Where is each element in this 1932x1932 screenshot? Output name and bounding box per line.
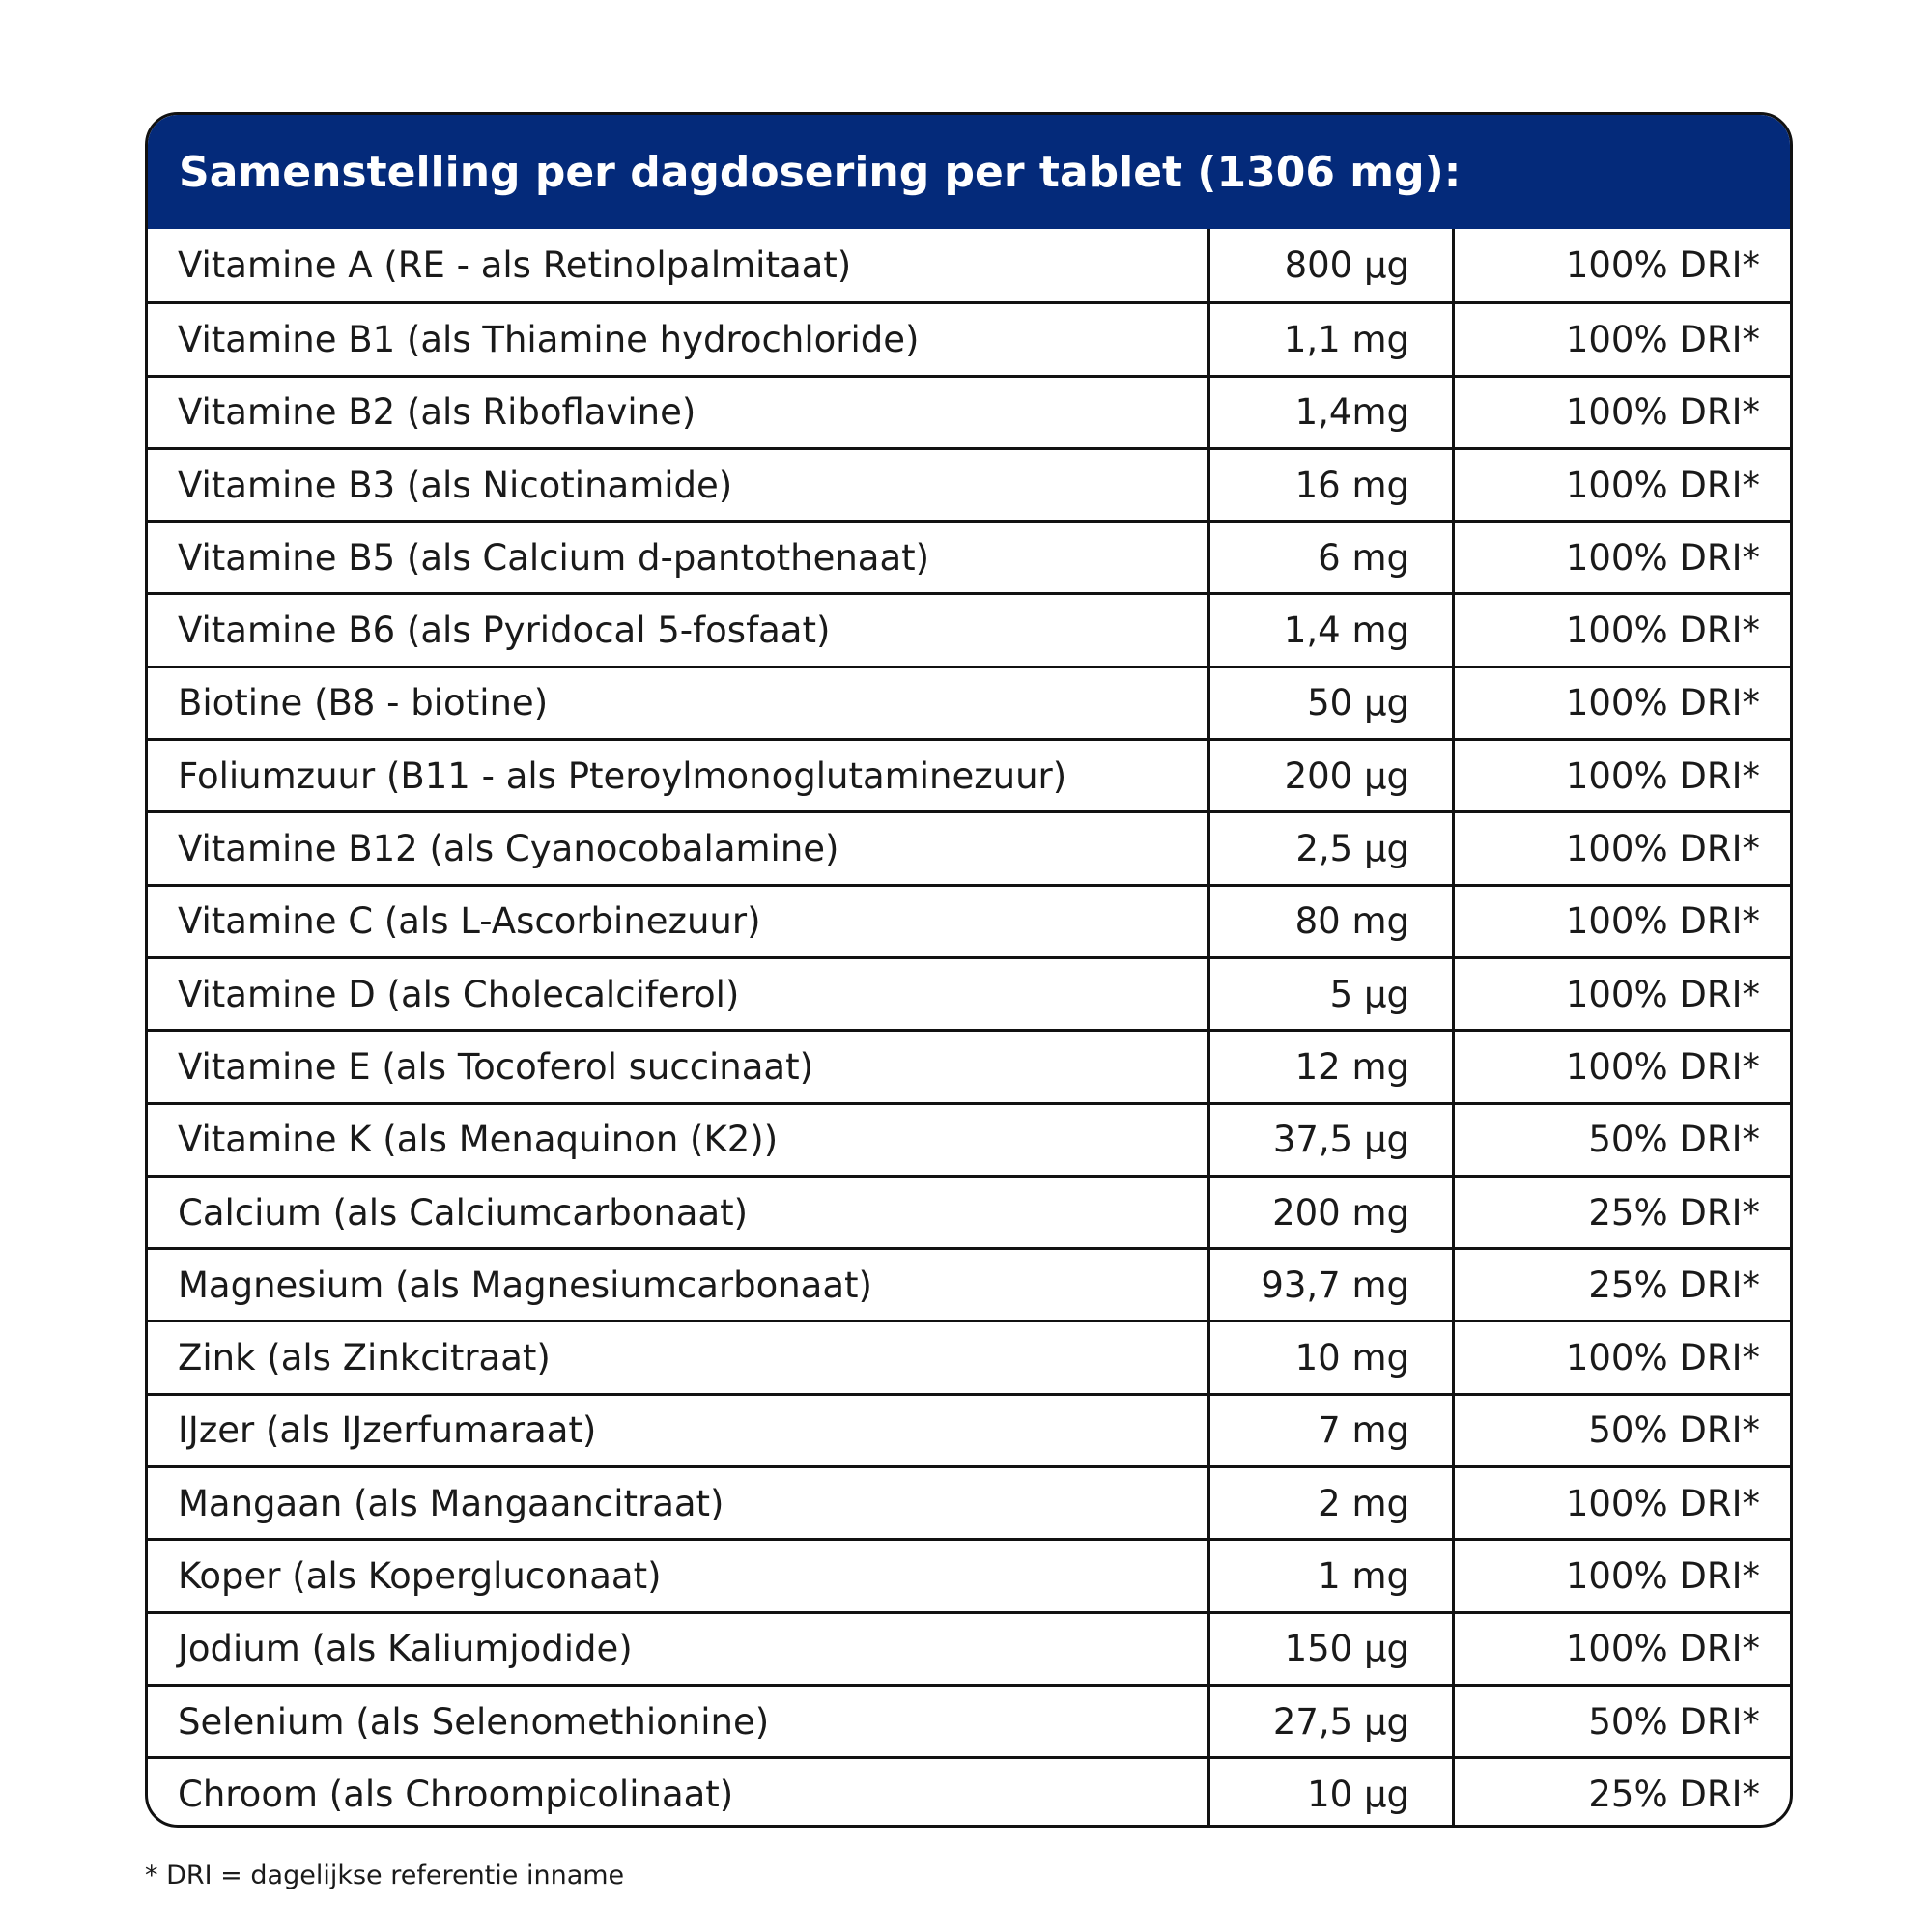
nutrient-name: Jodium (als Kaliumjodide): [148, 1614, 1210, 1684]
table-row: [148, 1175, 1790, 1247]
nutrient-name: Vitamine C (als L-Ascorbinezuur): [148, 887, 1210, 956]
table-row: [148, 447, 1790, 520]
nutrient-name: Koper (als Kopergluconaat): [148, 1541, 1210, 1610]
table-row: [148, 1756, 1790, 1828]
nutrient-amount: 1 mg: [1210, 1541, 1455, 1610]
nutrient-dri: 100% DRI*: [1565, 682, 1760, 724]
composition-table: [145, 112, 1793, 1828]
nutrient-amount: 800 µg: [1210, 229, 1455, 301]
nutrient-dri: 100% DRI*: [1565, 1337, 1760, 1379]
nutrient-amount: 10 µg: [1210, 1759, 1455, 1828]
nutrient-dri: 100% DRI*: [1565, 900, 1760, 943]
nutrient-amount: 6 mg: [1210, 523, 1455, 592]
nutrient-name: Vitamine K (als Menaquinon (K2)): [148, 1105, 1210, 1175]
table-row: [148, 1320, 1790, 1392]
table-header: [148, 115, 1790, 229]
table-row: [148, 375, 1790, 447]
nutrient-amount: 80 mg: [1210, 887, 1455, 956]
nutrient-name: Mangaan (als Mangaancitraat): [148, 1468, 1210, 1538]
nutrient-name: IJzer (als IJzerfumaraat): [148, 1396, 1210, 1465]
table-title: Samenstelling per dagdosering per tablet (1306 mg):: [179, 147, 1462, 197]
nutrient-dri: 100% DRI*: [1565, 391, 1760, 434]
nutrient-amount: 150 µg: [1210, 1614, 1455, 1684]
table-row: [148, 1611, 1790, 1684]
table-row: [148, 1538, 1790, 1610]
nutrient-name: Vitamine B5 (als Calcium d-pantothenaat): [148, 523, 1210, 592]
nutrient-name: Vitamine B6 (als Pyridocal 5-fosfaat): [148, 595, 1210, 665]
nutrient-amount: 2,5 µg: [1210, 813, 1455, 883]
table-row: [148, 666, 1790, 738]
nutrient-amount: 37,5 µg: [1210, 1105, 1455, 1175]
nutrient-amount: 200 mg: [1210, 1178, 1455, 1247]
table-row: [148, 520, 1790, 592]
nutrient-dri: 100% DRI*: [1565, 1045, 1760, 1088]
table-row: [148, 956, 1790, 1029]
nutrient-dri: 100% DRI*: [1565, 1554, 1760, 1597]
nutrient-dri: 50% DRI*: [1588, 1700, 1760, 1743]
nutrient-name: Calcium (als Calciumcarbonaat): [148, 1178, 1210, 1247]
nutrient-dri: 100% DRI*: [1565, 610, 1760, 652]
nutrient-dri: 100% DRI*: [1565, 244, 1760, 287]
footnote: * DRI = dagelijkse referentie inname: [145, 1861, 625, 1890]
table-row: [148, 301, 1790, 374]
nutrient-name: Zink (als Zinkcitraat): [148, 1322, 1210, 1392]
nutrient-amount: 12 mg: [1210, 1032, 1455, 1101]
table-row: [148, 1684, 1790, 1756]
table-row: [148, 1465, 1790, 1538]
nutrient-name: Chroom (als Chroompicolinaat): [148, 1759, 1210, 1828]
nutrient-amount: 93,7 mg: [1210, 1250, 1455, 1320]
table-body: [148, 229, 1790, 1828]
table-row: [148, 1393, 1790, 1465]
nutrient-name: Magnesium (als Magnesiumcarbonaat): [148, 1250, 1210, 1320]
nutrient-amount: 27,5 µg: [1210, 1687, 1455, 1756]
nutrient-amount: 1,4mg: [1210, 378, 1455, 447]
table-row: [148, 810, 1790, 883]
nutrient-dri: 100% DRI*: [1565, 1628, 1760, 1670]
nutrient-dri: 100% DRI*: [1565, 318, 1760, 360]
nutrient-name: Vitamine B2 (als Riboflavine): [148, 378, 1210, 447]
nutrient-dri: 50% DRI*: [1588, 1119, 1760, 1161]
nutrient-dri: 100% DRI*: [1565, 536, 1760, 579]
nutrient-amount: 200 µg: [1210, 741, 1455, 810]
table-row: [148, 1102, 1790, 1175]
nutrient-name: Foliumzuur (B11 - als Pteroylmonoglutaminezuur): [148, 741, 1210, 810]
nutrient-name: Vitamine E (als Tocoferol succinaat): [148, 1032, 1210, 1101]
nutrient-dri: 25% DRI*: [1588, 1264, 1760, 1306]
nutrient-name: Biotine (B8 - biotine): [148, 668, 1210, 738]
nutrient-name: Vitamine A (RE - als Retinolpalmitaat): [148, 229, 1210, 301]
nutrient-dri: 100% DRI*: [1565, 1482, 1760, 1524]
table-row: [148, 229, 1790, 301]
nutrient-dri: 25% DRI*: [1588, 1191, 1760, 1234]
table-row: [148, 738, 1790, 810]
nutrient-name: Vitamine B1 (als Thiamine hydrochloride): [148, 304, 1210, 374]
nutrient-name: Vitamine B3 (als Nicotinamide): [148, 450, 1210, 520]
nutrient-dri: 100% DRI*: [1565, 828, 1760, 870]
table-row: [148, 1247, 1790, 1320]
nutrient-amount: 2 mg: [1210, 1468, 1455, 1538]
nutrient-amount: 50 µg: [1210, 668, 1455, 738]
nutrient-dri: 100% DRI*: [1565, 973, 1760, 1015]
nutrient-amount: 5 µg: [1210, 959, 1455, 1029]
table-row: [148, 592, 1790, 665]
nutrient-amount: 1,4 mg: [1210, 595, 1455, 665]
nutrient-dri: 100% DRI*: [1565, 464, 1760, 506]
nutrient-amount: 1,1 mg: [1210, 304, 1455, 374]
table-row: [148, 1029, 1790, 1101]
nutrient-amount: 10 mg: [1210, 1322, 1455, 1392]
nutrient-name: Vitamine B12 (als Cyanocobalamine): [148, 813, 1210, 883]
nutrient-amount: 7 mg: [1210, 1396, 1455, 1465]
nutrient-dri: 25% DRI*: [1588, 1773, 1760, 1815]
table-row: [148, 884, 1790, 956]
nutrient-amount: 16 mg: [1210, 450, 1455, 520]
nutrient-dri: 50% DRI*: [1588, 1409, 1760, 1452]
nutrient-name: Selenium (als Selenomethionine): [148, 1687, 1210, 1756]
nutrient-name: Vitamine D (als Cholecalciferol): [148, 959, 1210, 1029]
nutrient-dri: 100% DRI*: [1565, 754, 1760, 797]
